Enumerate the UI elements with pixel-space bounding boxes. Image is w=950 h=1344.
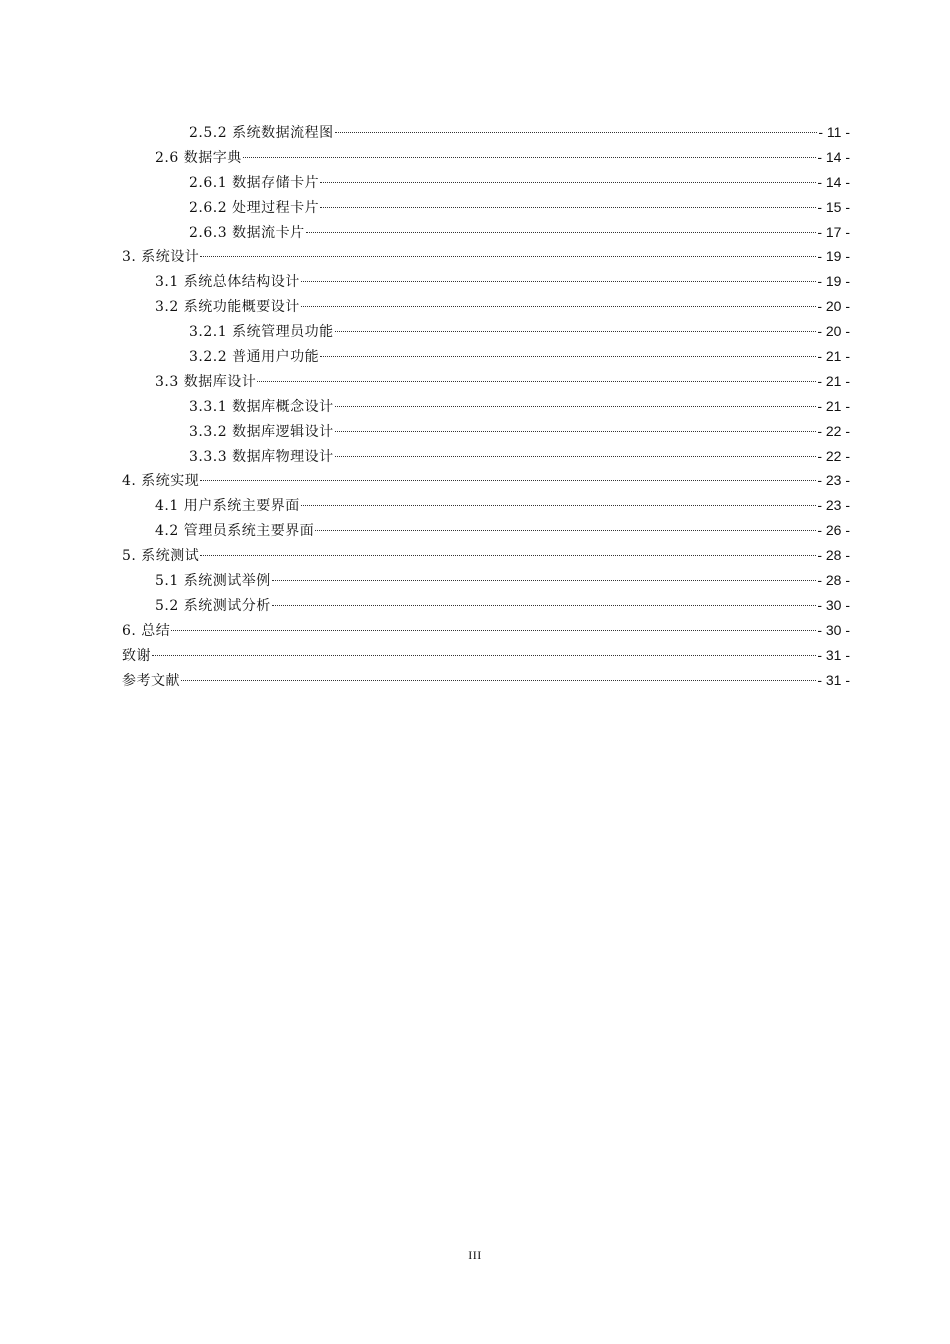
toc-entry-2-6-2[interactable] [122, 195, 850, 220]
toc-dot-leader [320, 182, 816, 183]
toc-dot-leader [272, 580, 817, 581]
toc-dot-leader [301, 306, 817, 307]
toc-entry-title: 3.3.1 数据库概念设计 [189, 398, 334, 415]
toc-entry-3-1[interactable] [122, 269, 850, 294]
toc-dot-leader [171, 630, 816, 631]
toc-entry-5-1[interactable] [122, 568, 850, 593]
toc-entry-page: - 23 - [817, 472, 850, 489]
toc-dot-leader [320, 207, 816, 208]
toc-entry-title: 6. 总结 [122, 622, 171, 639]
toc-entry-2-5-2[interactable] [122, 120, 850, 145]
toc-entry-page: - 21 - [817, 348, 850, 365]
toc-dot-leader [200, 555, 816, 556]
toc-entry-page: - 31 - [817, 671, 850, 688]
toc-dot-leader [243, 157, 817, 158]
toc-entry-page: - 30 - [817, 596, 850, 613]
toc-entry-page: - 20 - [817, 323, 850, 340]
toc-entry-6[interactable] [122, 618, 850, 643]
toc-entry-4[interactable] [122, 468, 850, 493]
toc-dot-leader [301, 281, 817, 282]
toc-dot-leader [335, 406, 817, 407]
toc-dot-leader [257, 381, 816, 382]
toc-dot-leader [301, 505, 817, 506]
toc-entry-page: - 23 - [817, 497, 850, 514]
toc-entry-title: 2.6.1 数据存储卡片 [189, 174, 320, 191]
toc-entry-title: 3.1 系统总体结构设计 [155, 274, 300, 291]
toc-entry-title: 2.6.2 处理过程卡片 [189, 199, 320, 216]
toc-entry-page: - 26 - [817, 522, 850, 539]
toc-entry-page: - 14 - [817, 173, 850, 190]
toc-entry-title: 3.2.1 系统管理员功能 [189, 324, 334, 341]
toc-entry-3-2[interactable] [122, 294, 850, 319]
toc-dot-leader [200, 480, 816, 481]
toc-entry-title: 3.3.2 数据库逻辑设计 [189, 423, 334, 440]
toc-entry-title: 致谢 [122, 647, 151, 664]
toc-dot-leader [335, 456, 817, 457]
toc-entry-title: 2.6.3 数据流卡片 [189, 224, 305, 241]
toc-dot-leader [272, 605, 817, 606]
toc-entry-acknowledgements[interactable] [122, 643, 850, 668]
toc-entry-page: - 22 - [817, 422, 850, 439]
toc-entry-3-3[interactable] [122, 369, 850, 394]
toc-entry-page: - 28 - [817, 547, 850, 564]
toc-entry-3-3-2[interactable] [122, 419, 850, 444]
toc-dot-leader [181, 680, 816, 681]
toc-dot-leader [320, 356, 816, 357]
toc-entry-3-3-3[interactable] [122, 444, 850, 469]
toc-entry-title: 3.2.2 普通用户功能 [189, 349, 320, 366]
toc-entry-5-2[interactable] [122, 593, 850, 618]
toc-dot-leader [335, 331, 817, 332]
toc-entry-references[interactable] [122, 668, 850, 693]
toc-entry-title: 参考文献 [122, 672, 180, 689]
toc-entry-page: - 19 - [817, 273, 850, 290]
toc-entry-3-3-1[interactable] [122, 394, 850, 419]
toc-entry-title: 2.5.2 系统数据流程图 [189, 125, 334, 141]
toc-dot-leader [315, 530, 816, 531]
toc-entry-4-1[interactable] [122, 493, 850, 518]
toc-entry-title: 5. 系统测试 [122, 548, 200, 565]
toc-dot-leader [152, 655, 816, 656]
toc-entry-5[interactable] [122, 543, 850, 568]
toc-entry-page: - 11 - [818, 124, 850, 140]
toc-entry-title: 4. 系统实现 [122, 473, 200, 490]
toc-entry-2-6-3[interactable] [122, 220, 850, 245]
toc-entry-page: - 21 - [817, 397, 850, 414]
toc-entry-page: - 20 - [817, 298, 850, 315]
toc-entry-title: 3.3 数据库设计 [155, 373, 257, 390]
toc-entry-title: 4.2 管理员系统主要界面 [155, 523, 315, 540]
toc-entry-2-6[interactable] [122, 145, 850, 170]
toc-entry-title: 3. 系统设计 [122, 249, 200, 266]
toc-entry-3[interactable] [122, 244, 850, 269]
toc-dot-leader [335, 132, 818, 133]
toc-entry-title: 3.3.3 数据库物理设计 [189, 448, 334, 465]
toc-entry-4-2[interactable] [122, 518, 850, 543]
toc-entry-title: 3.2 系统功能概要设计 [155, 299, 300, 316]
toc-entry-page: - 22 - [817, 447, 850, 464]
toc-entry-3-2-2[interactable] [122, 344, 850, 369]
toc-entry-3-2-1[interactable] [122, 319, 850, 344]
toc-entry-2-6-1[interactable] [122, 170, 850, 195]
toc-entry-page: - 28 - [817, 572, 850, 589]
toc-entry-page: - 30 - [817, 621, 850, 638]
toc-entry-title: 5.2 系统测试分析 [155, 597, 271, 614]
toc-entry-page: - 21 - [817, 372, 850, 389]
toc-entry-title: 5.1 系统测试举例 [155, 573, 271, 590]
table-of-contents [122, 120, 850, 692]
toc-entry-page: - 15 - [817, 198, 850, 215]
page-number: III [468, 1248, 482, 1262]
toc-entry-page: - 19 - [817, 248, 850, 265]
toc-dot-leader [306, 232, 817, 233]
toc-entry-page: - 31 - [817, 646, 850, 663]
toc-entry-title: 4.1 用户系统主要界面 [155, 498, 300, 515]
toc-dot-leader [200, 256, 816, 257]
toc-entry-title: 2.6 数据字典 [155, 149, 242, 166]
toc-entry-page: - 14 - [817, 148, 850, 165]
toc-entry-page: - 17 - [817, 223, 850, 240]
toc-dot-leader [335, 431, 817, 432]
